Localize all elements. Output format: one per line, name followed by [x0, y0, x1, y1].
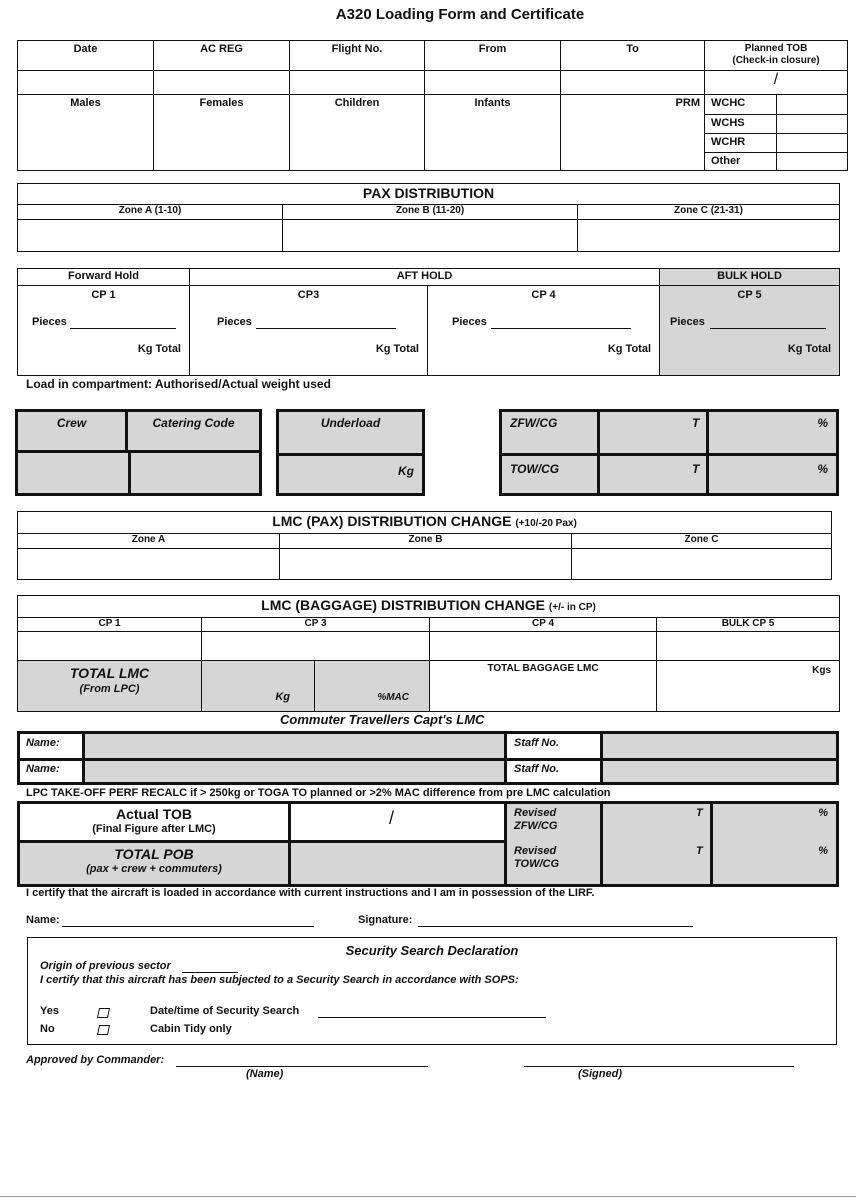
lmc-zone-b-field[interactable]: [280, 549, 572, 580]
total-pob-field[interactable]: [291, 843, 504, 884]
prm-label: PRM: [657, 95, 705, 171]
flight-no-field[interactable]: [290, 71, 425, 95]
total-pob-label: TOTAL POB: [114, 846, 194, 862]
cp1-label: CP 1: [91, 289, 116, 301]
commuter-name-1-field[interactable]: [85, 734, 504, 758]
zone-c-field[interactable]: [578, 220, 840, 252]
zone-a-field[interactable]: [18, 220, 283, 252]
from-field[interactable]: [425, 71, 561, 95]
underload-kg-label: Kg: [398, 464, 414, 478]
males-cell[interactable]: Males: [18, 95, 154, 171]
lmc-cp3-header: CP 3: [202, 618, 430, 632]
security-datetime-line[interactable]: [318, 1017, 546, 1018]
security-certify-text: I certify that this aircraft has been subjected to a Security Search in accordance with SOPS:: [40, 974, 519, 986]
lmc-cp3-field[interactable]: [202, 632, 430, 661]
crew-cell[interactable]: [18, 412, 128, 453]
cp1-cell[interactable]: [18, 286, 190, 376]
date-field[interactable]: [18, 71, 154, 95]
actual-tob-label: Actual TOB: [116, 806, 192, 822]
ac-reg-field[interactable]: [154, 71, 290, 95]
aft-hold-header: AFT HOLD: [190, 269, 660, 286]
cp5-pieces-label: Pieces: [670, 316, 705, 328]
cp1-pieces-label: Pieces: [32, 316, 67, 328]
crew-label: Crew: [56, 416, 87, 430]
security-cabin-label: Cabin Tidy only: [150, 1023, 232, 1035]
total-baggage-lmc-label: TOTAL BAGGAGE LMC: [430, 661, 657, 712]
weights-box: [499, 409, 839, 496]
actual-tob-slash: /: [389, 808, 395, 828]
other-field[interactable]: [777, 153, 848, 171]
revised-tow-pct: %: [818, 845, 828, 857]
security-no-label: No: [40, 1023, 55, 1035]
commuter-name-1-label: Name:: [26, 737, 60, 749]
underload-label: Underload: [320, 416, 381, 430]
date-header: Date: [18, 41, 154, 71]
underload-box: [276, 409, 425, 496]
wchs-field[interactable]: [777, 115, 848, 134]
cp4-pieces-line[interactable]: [491, 328, 631, 329]
cp5-label: CP 5: [737, 289, 762, 301]
wchs-label: WCHS: [705, 115, 777, 134]
actual-tob-sub: (Final Figure after LMC): [92, 823, 216, 835]
approved-signed-caption: (Signed): [578, 1068, 622, 1080]
security-origin-line[interactable]: [182, 972, 238, 973]
cp4-kg-total-label: Kg Total: [607, 343, 652, 355]
approved-label: Approved by Commander:: [26, 1054, 165, 1066]
pax-distribution-table: [17, 183, 840, 252]
lmc-zone-c-field[interactable]: [572, 549, 832, 580]
to-header: To: [561, 41, 705, 71]
total-lmc-mac-field[interactable]: [315, 661, 430, 712]
weights-divider-h: [502, 453, 836, 456]
zone-b-header: Zone B (11-20): [283, 205, 578, 220]
children-cell[interactable]: Children: [290, 95, 425, 171]
total-lmc-mac-label: %MAC: [377, 692, 409, 703]
underload-divider: [279, 453, 422, 456]
cp5-pieces-line[interactable]: [710, 328, 826, 329]
cp4-label: CP 4: [531, 289, 556, 301]
actual-tob-field[interactable]: [291, 804, 504, 840]
revised-zfw-t: T: [696, 807, 703, 819]
cp3-label: CP3: [297, 289, 320, 301]
revised-zfw-label: Revised ZFW/CG: [514, 807, 558, 832]
cp1-kg-total-label: Kg Total: [137, 343, 181, 355]
total-baggage-kgs-field[interactable]: [657, 661, 840, 712]
cp1-pieces-line[interactable]: [70, 328, 176, 329]
lmc-cp4-field[interactable]: [430, 632, 657, 661]
ac-reg-header: AC REG: [154, 41, 290, 71]
lmc-bulk-header: BULK CP 5: [657, 618, 840, 632]
lmc-cp1-field[interactable]: [18, 632, 202, 661]
to-field[interactable]: [561, 71, 705, 95]
zfw-pct-label: %: [817, 416, 828, 430]
commuter-name-2-field[interactable]: [85, 761, 504, 782]
tow-pct-label: %: [817, 462, 828, 476]
catering-label: Catering Code: [152, 416, 235, 430]
wchr-label: WCHR: [705, 134, 777, 153]
lmc-cp4-header: CP 4: [430, 618, 657, 632]
commuter-name-2-label: Name:: [26, 763, 60, 775]
revised-zfw-pct: %: [818, 807, 828, 819]
flight-no-header: Flight No.: [290, 41, 425, 71]
security-origin-label: Origin of previous sector: [40, 960, 171, 972]
certify-name-line[interactable]: [62, 926, 314, 927]
commuter-box: [17, 731, 839, 785]
lmc-pax-table: [17, 511, 832, 580]
cp5-kg-total-label: Kg Total: [787, 343, 832, 355]
holds-table: [17, 268, 840, 376]
lmc-zone-a-field[interactable]: [18, 549, 280, 580]
commuter-title: Commuter Travellers Capt's LMC: [280, 712, 485, 727]
commuter-staff-1-field[interactable]: [603, 734, 836, 758]
form-title: A320 Loading Form and Certificate: [335, 6, 585, 23]
lmc-pax-title: LMC (PAX) DISTRIBUTION CHANGE (+10/-20 Pax): [18, 512, 832, 534]
from-lpc-label: (From LPC): [79, 683, 140, 695]
revised-tow-t: T: [696, 845, 703, 857]
load-compartment-note: Load in compartment: Authorised/Actual weight used: [26, 377, 331, 391]
certify-signature-label: Signature:: [358, 914, 413, 926]
tow-t-label: T: [692, 462, 700, 476]
cp4-pieces-label: Pieces: [452, 316, 487, 328]
commuter-staff-2-field[interactable]: [603, 761, 836, 782]
wchc-label: WCHC: [705, 95, 777, 115]
approved-name-caption: (Name): [246, 1068, 284, 1080]
lmc-zone-c-header: Zone C: [572, 534, 832, 549]
commuter-staff-2-label: Staff No.: [514, 763, 560, 775]
planned-tob-header: Planned TOB (Check-in closure): [705, 41, 848, 71]
total-pob-sub: (pax + crew + commuters): [86, 863, 222, 875]
crew-catering-box: [15, 409, 262, 496]
certify-signature-line[interactable]: [418, 926, 693, 927]
females-cell[interactable]: Females: [154, 95, 290, 171]
total-lmc-label: TOTAL LMC: [69, 665, 150, 681]
lpc-note: LPC TAKE-OFF PERF RECALC if > 250kg or TOGA TO planned or >2% MAC difference from pre LMC calculation: [26, 787, 611, 799]
lpc-box: [17, 801, 839, 887]
certify-text: I certify that the aircraft is loaded in accordance with current instructions and I am in possession of the LIRF.: [26, 887, 595, 899]
other-label: Other: [705, 153, 777, 171]
crew-divider: [128, 453, 131, 493]
infants-cell[interactable]: Infants: [425, 95, 561, 171]
prm-spacer: [561, 95, 657, 171]
lmc-bulk-field[interactable]: [657, 632, 840, 661]
zone-a-header: Zone A (1-10): [18, 205, 283, 220]
security-no-checkbox[interactable]: [98, 1022, 109, 1040]
lmc-baggage-table: [17, 595, 840, 712]
approved-name-line[interactable]: [176, 1066, 428, 1067]
cp5-cell[interactable]: [660, 286, 840, 376]
total-baggage-kgs-label: Kgs: [812, 665, 832, 676]
cp4-cell[interactable]: [428, 286, 660, 376]
revised-t-col[interactable]: [603, 804, 710, 884]
total-lmc-kg-label: Kg: [275, 691, 290, 703]
wchc-field[interactable]: [777, 95, 848, 115]
revised-tow-label: Revised TOW/CG: [514, 845, 560, 870]
zfw-t-label: T: [692, 416, 700, 430]
zone-c-header: Zone C (21-31): [578, 205, 840, 220]
lmc-zone-b-header: Zone B: [280, 534, 572, 549]
tow-label: TOW/CG: [510, 462, 560, 476]
cp3-pieces-line[interactable]: [256, 328, 396, 329]
approved-signed-line[interactable]: [524, 1066, 794, 1067]
total-lmc-cell: [18, 661, 202, 712]
flight-header-table: [17, 40, 848, 171]
lmc-bag-title: LMC (BAGGAGE) DISTRIBUTION CHANGE (+/- in CP): [18, 596, 840, 618]
catering-cell[interactable]: [128, 412, 259, 453]
pax-distribution-title: PAX DISTRIBUTION: [18, 184, 840, 205]
security-box: [27, 937, 837, 1045]
page-bottom-edge: [0, 1196, 856, 1197]
lmc-cp1-header: CP 1: [18, 618, 202, 632]
bulk-hold-header: BULK HOLD: [660, 269, 840, 286]
forward-hold-header: Forward Hold: [18, 269, 190, 286]
weights-divider-v2: [706, 412, 709, 493]
zone-b-field[interactable]: [283, 220, 578, 252]
security-yes-checkbox[interactable]: [98, 1005, 109, 1023]
planned-tob-field[interactable]: /: [705, 71, 848, 95]
security-yes-label: Yes: [40, 1005, 59, 1017]
lmc-zone-a-header: Zone A: [18, 534, 280, 549]
commuter-staff-1-label: Staff No.: [514, 737, 560, 749]
security-datetime-label: Date/time of Security Search: [150, 1005, 300, 1017]
zfw-label: ZFW/CG: [510, 416, 558, 430]
weights-divider-v1: [597, 412, 600, 493]
certify-name-label: Name:: [26, 914, 60, 926]
wchr-field[interactable]: [777, 134, 848, 153]
cp3-cell[interactable]: [190, 286, 428, 376]
cp3-kg-total-label: Kg Total: [375, 343, 419, 355]
commuter-divider-v2: [504, 734, 507, 782]
total-lmc-kg-field[interactable]: [202, 661, 315, 712]
security-title: Security Search Declaration: [345, 943, 519, 958]
from-header: From: [425, 41, 561, 71]
cp3-pieces-label: Pieces: [217, 316, 252, 328]
